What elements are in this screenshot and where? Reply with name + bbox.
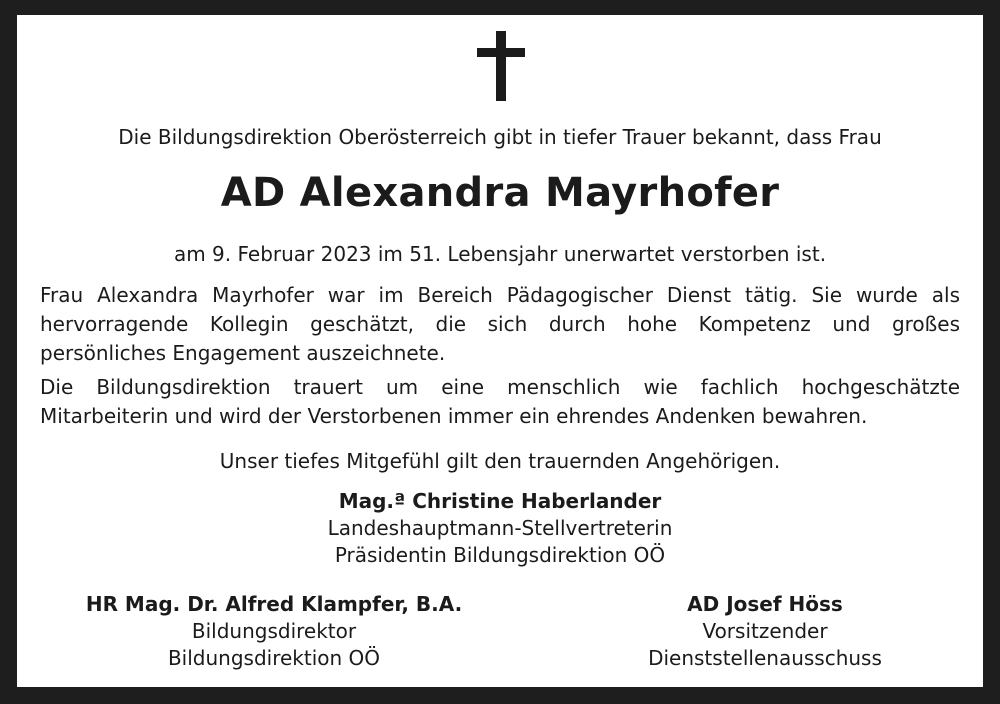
intro-text: Die Bildungsdirektion Oberösterreich gibt in tiefer Trauer bekannt, dass Frau	[118, 125, 882, 149]
paragraph-1-line-3: persönliches Engagement auszeichnete.	[40, 341, 446, 365]
signature-main	[250, 488, 750, 569]
death-date-line: am 9. Februar 2023 im 51. Lebensjahr unerwartet verstorben ist.	[173, 242, 827, 266]
signatory-name: HR Mag. Dr. Alfred Klampfer, B.A.	[85, 592, 463, 616]
signatory-name: Mag.ª Christine Haberlander	[338, 489, 662, 513]
signatory-office: Bildungsdirektion OÖ	[167, 646, 381, 670]
paragraph-2	[40, 373, 960, 431]
paragraph-1-line-2: hervorragende Kollegin geschätzt, die sich durch hohe Kompetenz und großes	[40, 312, 960, 336]
condolence-text: Unser tiefes Mitgefühl gilt den trauernden Angehörigen.	[219, 449, 781, 473]
paragraph-2-line-1: Die Bildungsdirektion trauert um eine menschlich wie fachlich hochgeschätzte	[40, 375, 960, 399]
signatory-name: AD Josef Höss	[687, 592, 843, 616]
latin-cross-icon	[477, 31, 525, 101]
paragraph-2-line-2: Mitarbeiterin und wird der Verstorbenen immer ein ehrendes Andenken bewahren.	[40, 404, 868, 428]
signature-left	[74, 591, 474, 672]
signature-right	[600, 591, 930, 672]
paragraph-1-line-1: Frau Alexandra Mayrhofer war im Bereich Pädagogischer Dienst tätig. Sie wurde als	[40, 283, 960, 307]
signatory-office: Dienststellenausschuss	[648, 646, 882, 670]
signatory-title: Vorsitzender	[702, 619, 828, 643]
signatory-title: Bildungsdirektor	[191, 619, 357, 643]
paragraph-1	[40, 281, 960, 368]
signatory-office: Präsidentin Bildungsdirektion OÖ	[334, 543, 666, 567]
deceased-name: AD Alexandra Mayrhofer	[220, 170, 780, 216]
signatory-title: Landeshauptmann-Stellvertreterin	[327, 516, 673, 540]
